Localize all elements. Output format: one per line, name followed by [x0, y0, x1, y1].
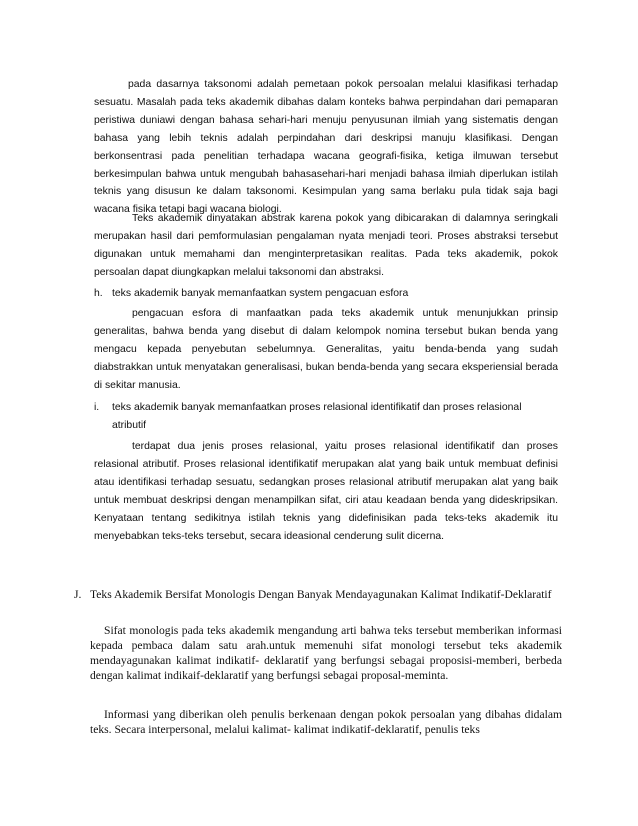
paragraph-proses-relasional: terdapat dua jenis proses relasional, yaitu proses relasional identifikatif dan proses relasional atributif. Proses relasional identifikatif merupakan alat yang baik untuk membuat definisi atau identifikasi terhadap sesuatu, sedangkan proses relasional atributif merupakan alat yang baik untuk membuat deskripsi dengan menampilkan sifat, ciri atau keadaan benda yang dideskripsikan. Kenyataan tentang sedikitnya istilah teknis yang didefinisikan pada teks-teks akademik itu menyebabkan teks-teks tersebut, secara ideasional cenderung sulit dicerna. — [94, 441, 558, 542]
section-title: Teks Akademik Bersifat Monologis Dengan Banyak Mendayagunakan Kalimat Indikatif-Deklaratif — [90, 588, 552, 601]
list-item-i — [94, 399, 558, 435]
paragraph-abstraksi: Teks akademik dinyatakan abstrak karena pokok yang dibicarakan di dalamnya seringkali merupakan hasil dari pemformulasian pengalaman nyata menjadi teori. Proses abstraksi tersebut digunakan untuk memahami dan menginterpretasikan realitas. Pada teks akademik, pokok persoalan dapat diungkapkan melalui taksonomi dan abstraksi. — [94, 213, 558, 278]
paragraph-sifat-monologis: Sifat monologis pada teks akademik mengandung arti bahwa teks tersebut memberikan informasi kepada pembaca dalam satu arah.untuk memenuhi sifat monologi tersebut teks akademik mendayagunakan kalimat indikatif- deklaratif yang berfungsi sebagai proposisi-memberi, berbeda dengan kalimat indikaif-deklaratif yang berfungsi sebagai proposal-meminta. — [90, 624, 562, 682]
list-item-text: teks akademik banyak memanfaatkan system pengacuan esfora — [112, 288, 409, 299]
paragraph-taksonomi: pada dasarnya taksonomi adalah pemetaan pokok persoalan melalui klasifikasi terhadap sesuatu. Masalah pada teks akademik dibahas dalam konteks bahwa perpindahan dari pemaparan peristiwa duniawi dengan bahasa sehari-hari menuju penyusunan ilmiah yang sistematis dengan bahasa yang lebih teknis adalah perpindahan dari deskripsi manuju klasifikasi. Dengan berkonsentrasi pada penelitian terhadapa wacana geografi-fisika, ketiga ilmuwan tersebut berkesimpulan bahwa untuk mengubah bahasasehari-hari menjadi bahasa ilmiah diperlukan istilah teknis yang disusun ke dalam taksonomi. Kesimpulan yang sama berlaku pula tidak saja bagi wacana fisika tetapi bagi wacana biologi. — [94, 79, 558, 216]
list-marker: h. — [94, 288, 103, 299]
section-marker: J. — [74, 588, 82, 601]
list-item-h — [94, 285, 558, 303]
list-item-text: teks akademik banyak memanfaatkan proses relasional identifikatif dan proses relasional atributif — [112, 402, 522, 431]
paragraph-pengacuan-esfora: pengacuan esfora di manfaatkan pada teks akademik untuk menunjukkan prinsip generalitas, bahwa benda yang disebut di dalam kelompok nomina tersebut bukan benda yang mengacu kepada penyebutan sebelumnya. Generalitas, yaitu benda-benda yang sudah diabstrakkan untuk menyatakan generalisasi, bukan benda-benda yang secara eksperiensial berada di sekitar manusia. — [94, 308, 558, 391]
section-heading — [74, 587, 564, 602]
list-marker: i. — [94, 402, 100, 413]
paragraph-informasi: Informasi yang diberikan oleh penulis berkenaan dengan pokok persoalan yang dibahas didalam teks. Secara interpersonal, melalui kalimat- kalimat indikatif-deklaratif, penulis teks — [90, 708, 562, 736]
